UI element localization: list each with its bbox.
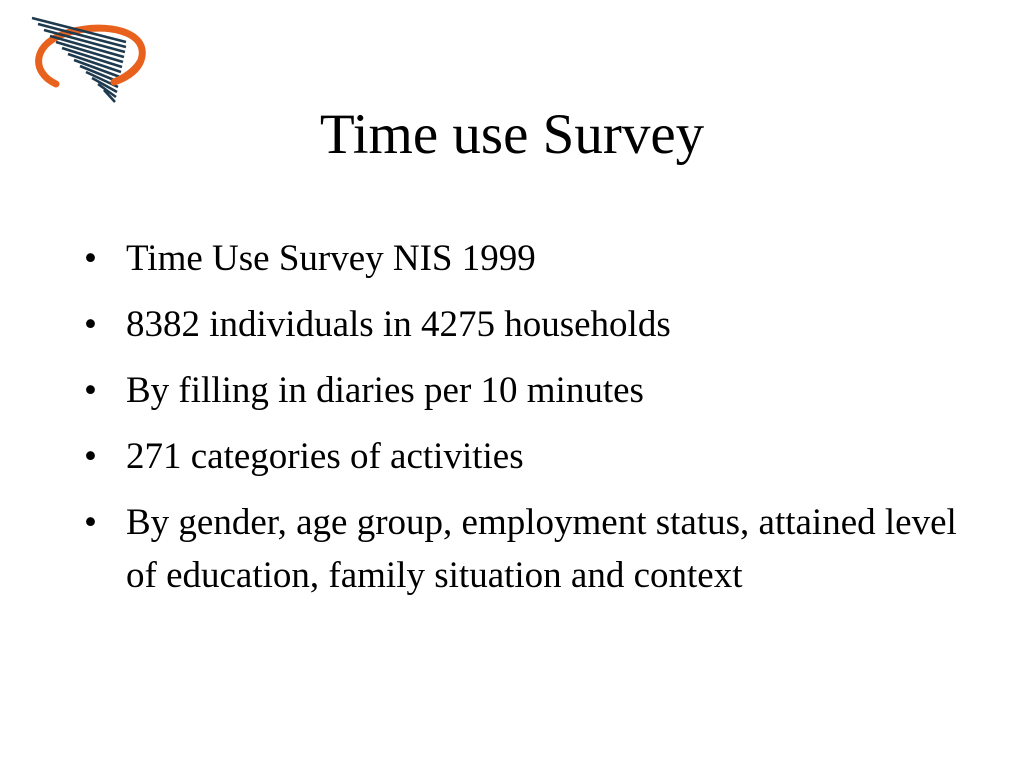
slide-title: Time use Survey xyxy=(319,103,705,166)
bullet-text: 8382 individuals in 4275 households xyxy=(126,304,671,345)
bullet-marker: • xyxy=(84,238,97,279)
bullet-marker: • xyxy=(84,370,97,411)
bullet-item xyxy=(84,496,964,602)
bullet-item xyxy=(84,430,964,483)
logo-icon xyxy=(22,12,150,108)
bullet-text: By gender, age group, employment status, attained level of education, family situation and context xyxy=(126,502,957,596)
bullet-item xyxy=(84,232,964,285)
bullet-text: By filling in diaries per 10 minutes xyxy=(126,370,644,411)
bullet-text: Time Use Survey NIS 1999 xyxy=(126,238,536,279)
bullet-item xyxy=(84,298,964,351)
bullet-marker: • xyxy=(84,436,97,477)
bullet-text: 271 categories of activities xyxy=(126,436,524,477)
bullet-list xyxy=(84,232,964,615)
bullet-marker: • xyxy=(84,502,97,543)
bullet-item xyxy=(84,364,964,417)
bullet-marker: • xyxy=(84,304,97,345)
